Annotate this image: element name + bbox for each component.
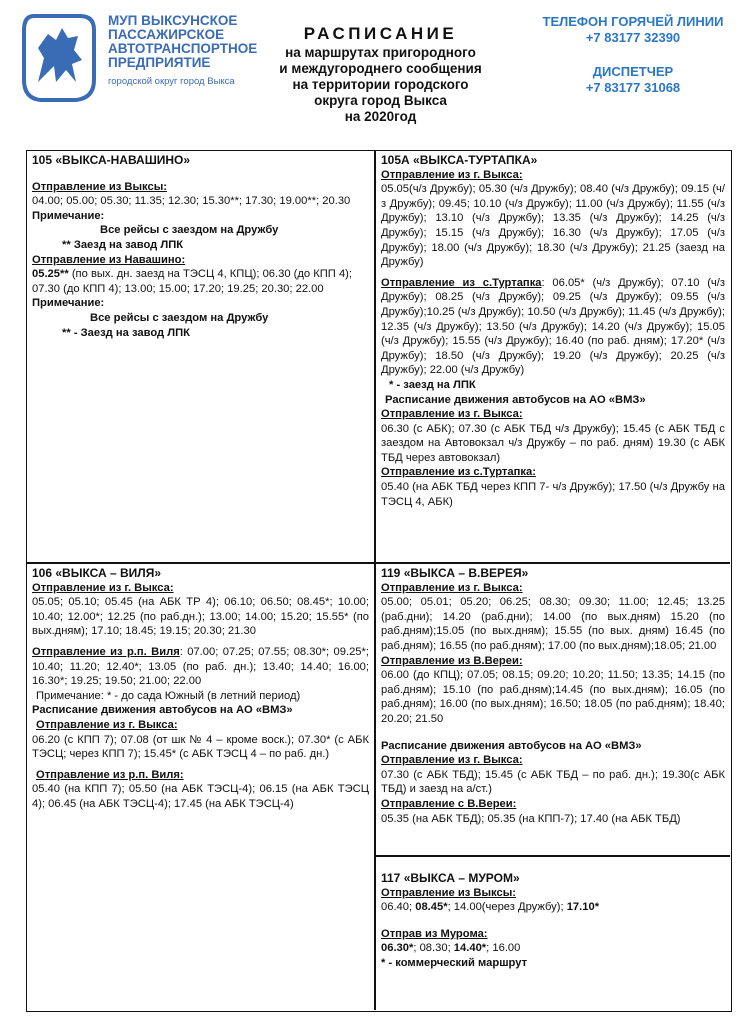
dispatcher-label: ДИСПЕТЧЕР — [592, 64, 674, 79]
org-line-4: ПРЕДПРИЯТИЕ — [108, 55, 211, 70]
org-line-3: АВТОТРАНСПОРТНОЕ — [108, 41, 258, 56]
schedule-table — [26, 150, 732, 1012]
route-105-note-2b: ** - Заезд на завод ЛПК — [62, 326, 190, 339]
route-105a-vmz-departure-turtapka-heading: Отправление из с.Туртапка: — [381, 466, 536, 479]
route-106-departure-vilya-heading: Отправление из р.п. Виля — [32, 645, 180, 658]
hotline-phone: +7 83177 32390 — [585, 30, 681, 45]
route-105-navashino-times-rest: (по вых. дн. заезд на ТЭСЦ 4, КПЦ); 06.30 (до КПП 4); 07.30 (до КПП 4); 13.00; 15.00; 17.20; 19.25; 20.30; 22.00 — [32, 268, 353, 295]
route-117-departure-vyksa-times — [381, 900, 725, 915]
route-119-cell — [376, 564, 730, 855]
title-line-1: на маршрутах пригородного — [285, 45, 476, 60]
route-105a-title: 105А «ВЫКСА-ТУРТАПКА» — [381, 153, 538, 167]
route-105-note-label: Примечание: — [32, 209, 105, 222]
route-106-title: 106 «ВЫКСА – ВИЛЯ» — [32, 566, 161, 580]
route-119-vmz-departure-vvereya-heading: Отправление с В.Вереи: — [381, 797, 517, 810]
hotline-label: ТЕЛЕФОН ГОРЯЧЕЙ ЛИНИИ — [542, 14, 724, 29]
route-119-vmz-departure-vyksa-heading: Отправление из г. Выкса: — [381, 754, 523, 767]
org-subtitle: городской округ город Выкса — [108, 76, 235, 87]
route-117-time-0640: 06.40; — [381, 901, 416, 914]
route-106-vmz-departure-vyksa-heading: Отправление из г. Выкса: — [36, 718, 178, 731]
route-105a-departure-vyksa-times: 05.05(ч/з Дружбу); 05.30 (ч/з Дружбу); 08.40 (ч/з Дружбу); 09.15 (ч/з Дружбу); 09.45; 10.10 (ч/з Дружбу); 11.00 (ч/з Дружбу); 11.55 (ч/з Дружбу); 13.10 (ч/з Дружбу); 13.35 (ч/з Дружбу); 14.25 (ч/з Дружбу); 15.15 (ч/з Дружбу); 16.30 (ч/з Дружбу); 17.05 (ч/з Дружбу); 18.00 (ч/з Дружбу); 18.30 (ч/з Дружбу); 21.25 (заезд на Дружбу) — [381, 183, 725, 269]
route-119-vmz-heading: Расписание движения автобусов на АО «ВМЗ» — [381, 739, 642, 752]
route-105-departure-navashino-heading: Отправление из Навашино: — [32, 253, 186, 266]
route-106-vmz-departure-vilya-heading: Отправление из р.п. Виля: — [36, 768, 184, 781]
route-117-time-1710: 17.10* — [566, 901, 600, 914]
route-119-title: 119 «ВЫКСА – В.ВЕРЕЯ» — [381, 566, 529, 580]
route-105a-cell — [376, 151, 730, 561]
dispatcher-phone: +7 83177 31068 — [585, 80, 681, 95]
route-117-time-1600: ; 16.00 — [486, 942, 521, 955]
route-105a-departure-turtapka-times: : 06.05* (ч/з Дружбу); 07.10 (ч/з Дружбу); 08.25 (ч/з Дружбу); 09.25 (ч/з Дружбу); 09.55 (ч/з Дружбу);10.25 (ч/з Дружбу); 10.50 (ч/з Дружбу); 11.45 (ч/з Дружбу); 12.35 (ч/з Дружбу); 13.50 (ч/з Дружбу); 14.20 (ч/з Дружбу); 15.05 (ч/з Дружбу); 15.55 (ч/з Дружбу); 16.40 (по раб. дням); 17.20* (ч/з Дружбу); 18.50 (ч/з Дружбу); 19.20 (ч/з Дружбу); 20.25 (ч/з Дружбу); 22.00 (ч/з Дружбу) — [381, 276, 725, 377]
route-119-departure-vvereya-heading: Отправление из В.Вереи: — [381, 654, 523, 667]
contacts — [528, 14, 738, 96]
route-105a-vmz-departure-vyksa-heading: Отправление из г. Выкса: — [381, 408, 523, 421]
organization-name — [108, 14, 268, 89]
route-105-title: 105 «ВЫКСА-НАВАШИНО» — [32, 153, 191, 167]
route-106-cell — [27, 564, 374, 1011]
route-119-vmz-departure-vvereya-times: 05.35 (на АБК ТБД); 05.35 (на КПП-7); 17.40 (на АБК ТБД) — [381, 812, 681, 825]
route-117-time-1400: ; 14.00(через Дружбу); — [447, 901, 567, 914]
route-106-note: Примечание: * - до сада Южный (в летний период) — [36, 689, 301, 702]
route-119-departure-vyksa-times: 05.00; 05.01; 05.20; 06.25; 08.30; 09.30; 11.00; 12.45; 13.25 (раб.дни); 14.20 (раб.дни); 14.00 (по вых.дням) 15.20 (по раб.дням);15.05 (по вых.дням); 15.55 (по вых. дням) 16.45 (по раб.дням); 16.55 (по раб.дням); 17.00 (по вых.дням);18.05; 21.00 — [381, 596, 725, 652]
route-119-departure-vvereya-times: 06.00 (до КПЦ); 07.05; 08.15; 09.20; 10.20; 11.50; 13.35; 14.15 (по раб.дням); 15.10 (по раб.дням);14.45 (по вых.дням); 16.05 (по раб.дням); 16.00 (по вых.дням); 16.50; 18.05 (по раб.дням); 18.40; 20.20; 21.50 — [381, 669, 725, 725]
route-117-time-1440: 14.40* — [453, 942, 487, 955]
title-line-2: и междугороднего сообщения — [279, 61, 482, 76]
route-106-vmz-departure-vilya-times: 05.40 (на КПП 7); 05.50 (на АБК ТЭСЦ-4); 06.15 (на АБК ТЭСЦ 4); 06.45 (на АБК ТЭСЦ-4); 17.45 (на АБК ТЭСЦ-4) — [32, 783, 369, 810]
route-117-note: * - коммерческий маршрут — [381, 956, 528, 969]
organization-logo — [20, 12, 98, 104]
title-line-4: округа город Выкса — [314, 93, 447, 108]
route-105-departure-vyksa-heading: Отправление из Выксы: — [32, 180, 168, 193]
route-105-note-2a: Все рейсы с заездом на Дружбу — [90, 311, 269, 324]
route-106-departure-vyksa-heading: Отправление из г. Выкса: — [32, 581, 174, 594]
org-line-2: ПАССАЖИРСКОЕ — [108, 27, 225, 42]
title-line-3: на территории городского — [292, 77, 469, 92]
title-line-5: на 2020год — [344, 109, 417, 124]
route-119-departure-vyksa-heading: Отправление из г. Выкса: — [381, 581, 523, 594]
route-105a-vmz-heading: Расписание движения автобусов на АО «ВМЗ» — [385, 393, 646, 406]
route-117-title: 117 «ВЫКСА – МУРОМ» — [381, 871, 520, 885]
route-105-note-label-2: Примечание: — [32, 297, 105, 310]
header — [0, 0, 756, 148]
route-117-departure-murom-times — [381, 941, 725, 956]
route-117-departure-murom-heading: Отправ из Мурома: — [381, 927, 488, 940]
page-title — [248, 26, 513, 125]
route-106-departure-vyksa-times: 05.05; 05.10; 05.45 (на АБК ТР 4); 06.10; 06.50; 08.45*; 10.00; 10.40; 12.00*; 12.25 (по раб.дн.); 13.00; 14.00; 15.20; 15.55* (по вых.дням); 17.10; 18.45; 19.15; 20.30; 21.30 — [32, 596, 369, 638]
route-117-time-0630: 06.30* — [381, 942, 414, 955]
route-119-vmz-departure-vyksa-times: 07.30 (с АБК ТБД); 15.45 (с АБК ТБД – по раб. дн.); 19.30(с АБК ТБД) и заезд на а/ст.) — [381, 768, 725, 796]
route-105a-departure-turtapka — [381, 276, 725, 378]
org-line-1: МУП ВЫКСУНСКОЕ — [108, 13, 238, 28]
route-105-cell — [27, 151, 374, 561]
route-105-departure-vyksa-times: 04.00; 05.00; 05.30; 11.35; 12.30; 15.30**; 17.30; 19.00**; 20.30 — [32, 195, 351, 208]
route-106-vmz-departure-vyksa-times: 06.20 (с КПП 7); 07.08 (от шк № 4 – кроме воск.); 07.30* (с АБК ТЭСЦ; через КПП 7); 15.45* (с АБК ТЭСЦ 4 – по раб. дн.) — [32, 733, 369, 761]
route-117-time-0830: ; 08.30; — [413, 942, 454, 955]
route-117-departure-vyksa-heading: Отправление из Выксы: — [381, 886, 517, 899]
route-105a-note: * - заезд на ЛПК — [389, 378, 476, 391]
route-105-first-navashino-time: 05.25** — [32, 268, 69, 281]
title-main: РАСПИСАНИЕ — [303, 24, 458, 43]
route-106-vmz-heading: Расписание движения автобусов на АО «ВМЗ» — [32, 704, 293, 717]
route-105a-vmz-departure-turtapka-times: 05.40 (на АБК ТБД через КПП 7- ч/з Дружбу); 17.50 (ч/з Дружбу на ТЭСЦ 4, АБК) — [381, 481, 725, 508]
route-105a-vmz-departure-vyksa-times: 06.30 (с АБК); 07.30 (с АБК ТБД ч/з Дружбу); 15.45 (с АБК ТБД с заездом на Автовокзал ч/з Дружбу – по раб. дням) 19.30 (с АБК ТБД через автовокзал) — [381, 422, 725, 464]
route-105a-departure-vyksa-heading: Отправление из г. Выкса: — [381, 168, 523, 181]
route-105-departure-navashino-times — [32, 267, 369, 296]
route-106-departure-vilya — [32, 645, 369, 689]
route-105a-departure-turtapka-heading: Отправление из с.Туртапка — [381, 276, 542, 289]
route-105-note-1a: Все рейсы с заездом на Дружбу — [100, 224, 279, 237]
route-117-time-0845: 08.45* — [415, 901, 448, 914]
route-106-departure-vilya-times: : 07.00; 07.25; 07.55; 08.30*; 09.25*; 10.40; 11.20; 12.40*; 13.05 (по раб. дн.); 13.40; 14.40; 16.00; 16.30*; 19.25; 19.50; 21.00; 22.00 — [32, 645, 369, 688]
route-105-note-1b: ** Заезд на завод ЛПК — [62, 238, 184, 251]
route-117-cell — [376, 857, 730, 1011]
